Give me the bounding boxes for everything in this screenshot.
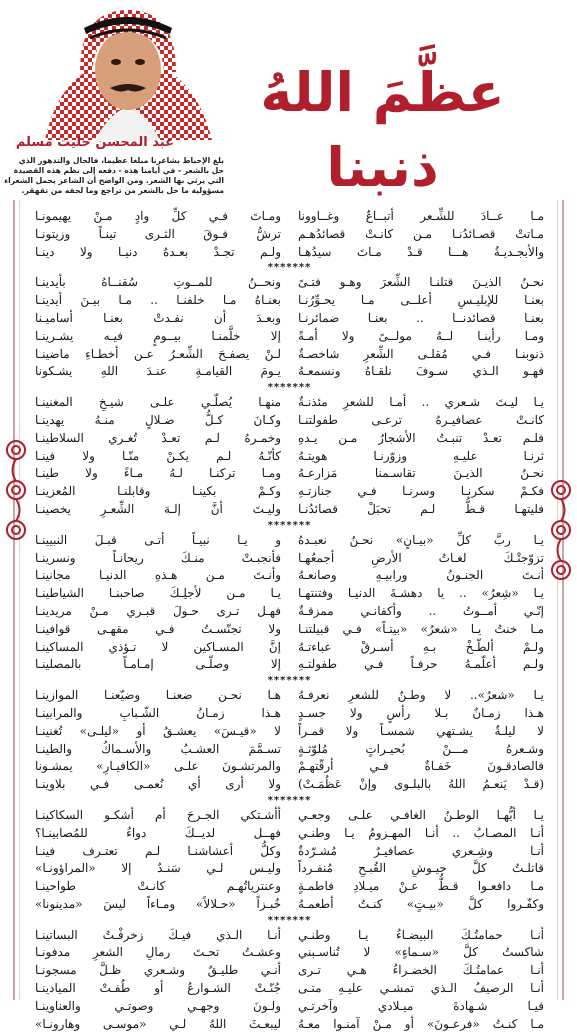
verse-first-hemistich: فالصادقـونَ خَفـاةٌ فـي أرقّتهـمْ [298,759,544,774]
right-ornament-icon [546,470,576,590]
verse-first-hemistich: فليتهـا قـطُّ لـم تحبَلْ قصائدُنـا [298,501,544,516]
verse-first-hemistich: لا ليلـةٌ يشـتهي شمسـاً ولا قمـراً [298,723,544,738]
verse-first-hemistich: نحـنُ الذيـنَ تقاسـمنا مَزارعـهُ [298,466,544,481]
verse-line [35,843,544,861]
verse-line [35,412,544,430]
verse-line [35,878,544,896]
verse-first-hemistich: أنـا المصـابُ .. أنـا المهـزومُ يـا وطنـي [298,825,544,840]
verse-second-hemistich: وعشـتُ تحـتَ رمالِ الشعرِ مدفونـا [35,945,281,960]
left-border-line-inner [19,200,20,1000]
verse-line [35,244,544,262]
verse-first-hemistich: (قـدْ يَنعـمُ اللهُ بالبلـوى وإنْ عَظُمَـتْ) [298,777,544,792]
verse-line [35,656,544,674]
article-header [0,0,577,205]
verse-first-hemistich: أنـا وشِـعري عصافيـرٌ مُشـرّدةٌ [298,843,544,858]
stanza [35,394,544,519]
verse-second-hemistich: يـومَ القيامـةِ عنـدَ اللهِ يشـكونا [35,364,281,379]
verse-first-hemistich: فكـمْ سكرنـا وسرنـا فـي جنازتـهِ [298,484,544,499]
verse-line [35,741,544,759]
verse-first-hemistich: فلـم تعـدْ تنبـتُ الأشجارُ مـن يـدهِ [298,430,544,445]
verse-line [35,585,544,603]
verse-first-hemistich: يـا ليـتَ شـعري .. أمـا للشعرِ مئذنـةٌ [298,395,544,410]
poet-name: عبد المحسن حليت مسلم [15,135,174,150]
verse-line [35,501,544,519]
verse-line [35,346,544,364]
verse-line [35,274,544,292]
verse-second-hemistich: وكـانَ كـلُّ ضـلالٍ منـهُ يهدينـا [35,412,281,427]
verse-line [35,394,544,412]
verse-line [35,226,544,244]
verse-line [35,705,544,723]
verse-line [35,448,544,466]
verse-second-hemistich: والمرتشـونَ علـى «الكافيـارِ» يمشـونا [35,759,281,774]
verse-second-hemistich: وعنترياتُهـم كانـتْ طواحينـا [35,879,281,894]
verse-first-hemistich: ولـم أعلّمـهُ حرفـاً فـي طفولتـهِ [298,657,544,672]
verse-second-hemistich: ومـاتَ فـي كلِّ وادٍ مـنْ يهيمونـا [35,209,281,223]
verse-first-hemistich: أنـا الرصيفُ الـذي تمشـي عليـهِ متـى [298,981,544,996]
verse-second-hemistich: ليبعـثَ اللهُ لـي «موسـى وهارونـا» [35,1016,281,1031]
verse-second-hemistich: يـا مـن لأجلِـكَ صاحبنـا الشياطينـا [35,586,281,601]
verse-first-hemistich: شاكستُ كلَّ «سـماءٍ» لا تُناسـبني [298,945,544,960]
verse-line [35,687,544,705]
verse-second-hemistich: و يـا نبيـاً أتـى قبـلَ النبيينـا [35,532,281,547]
verse-first-hemistich: ومـا رأينـا لــهُ مولــىً ولا أمـةً [298,328,544,343]
verse-first-hemistich: بعنـا قصائدنــا .. بعنـا ضمائرنـا [298,310,544,325]
verse-first-hemistich: تزوّجتْـكَ لغـاتُ الأرضِ أجمعُهـا [298,550,544,565]
verse-line [35,310,544,328]
verse-second-hemistich: وليـس لـي سَنـدٌ إلا «المراؤونـا» [35,861,281,876]
verse-first-hemistich: ولـمْ ألطّـخْ بـهِ أسـرقْ عباءتـهُ [298,639,544,654]
left-border-line [13,200,15,1000]
verse-line [35,825,544,843]
verse-line [35,292,544,310]
verse-first-hemistich: هـذا زمـانٌ بـلا رأسٍ ولا جسـدٍ [298,705,544,720]
verse-second-hemistich: أنـا الـذي فيـكَ زخرفْـتُ البساتينـا [35,927,281,942]
verse-second-hemistich: ومـا تركنـا لـهُ مـاءً ولا طينـا [35,466,281,481]
verse-first-hemistich: يـا «شِعرُ» .. يا دهشـةَ الدنيـا وفتنتهـا [298,586,544,601]
verse-first-hemistich: ثرنـا عليـهِ وزوّرنـا هويتـهُ [298,448,544,463]
stanza [35,532,544,674]
verse-first-hemistich: يـا ربَّ كلِّ «بيـانٍ» نحـنُ نعبـدهُ [298,532,544,547]
verse-second-hemistich: بعنـاهُ مـا خلفنـا .. مـا بيـنَ أيدينـا [35,293,281,308]
verse-line [35,550,544,568]
verse-second-hemistich: وكلُّ أعشاشنـا لـم تعتـرف فينـا [35,843,281,858]
stanza [35,274,544,381]
verse-line [35,465,544,483]
verse-first-hemistich: إنّـي أمــوتُ .. وأكفانـي ممزقـةٌ [298,603,544,618]
verse-second-hemistich: أنـي طليـقٌ وشـعري ظـلَّ مسجونـا [35,963,281,978]
verse-line [35,363,544,381]
verse-second-hemistich: ونحــنُ للمــوتِ سُقنــاهُ بأيدينـا [35,275,281,290]
verse-second-hemistich: إلا وصلّـى إمـامـاً بالمصلينـا [35,657,281,672]
verse-second-hemistich: ترشُّ فـوقَ الثـرى تينـاً وزيتونـا [35,226,281,241]
verse-line [35,532,544,550]
verse-line [35,430,544,448]
stanza [35,687,544,794]
verse-second-hemistich: وليـتَ أنَّ إلـهَ الشِّعـرِ يخصينـا [35,501,281,516]
verse-second-hemistich: إلا خلَّمنـا بيــومٍ فيـه يشـرينـا [35,328,281,343]
stanza-separator: ******* [267,794,312,806]
verse-first-hemistich: يـا أيُّهـا الوطـنُ الغافـي علـى وجعـي [298,807,544,822]
stanza-separator: ******* [267,262,312,274]
verse-line [35,927,544,945]
verse-first-hemistich: وكفّـروا كلَّ «بيـتٍ» كنـتُ أطعمـهُ [298,896,544,911]
right-border-line-inner [557,200,558,1000]
verse-first-hemistich: مـاتتْ قصـائدُنـا مـن كانـتْ قصائدُهـم [298,226,544,241]
article-title: عظَّمَ اللهُ ذنبنا [260,61,505,199]
verse-line [35,896,544,914]
verse-first-hemistich: أنـتَ الجنـونُ ورابيـهِ وصانعـهُ [298,568,544,583]
verse-second-hemistich: ولا أرى أي نُعمـى فـي بلاوينـا [35,777,281,792]
stanza [35,927,544,1033]
verse-second-hemistich: إنَّ المسـاكين لا تـؤذي المساكينـا [35,639,281,654]
verse-second-hemistich: منهـا يُصلّـي علـى شيـخِ المغنينـا [35,395,281,410]
verse-line [35,860,544,878]
verse-second-hemistich: خُبـزاً «حـلالاً» ومـاءاً ليسَ «مدينونا» [35,896,281,911]
verse-second-hemistich: هـا نحـن ضعنـا وضيّعنـا الموازينـا [35,688,281,703]
verse-line [35,328,544,346]
stanza-separator: ******* [267,519,312,531]
poet-portrait [40,2,215,140]
verse-line [35,483,544,501]
verse-line [35,603,544,621]
verse-first-hemistich: نحـنُ الذيـنَ قتلنـا الشِّعرَ وهـو فتـىً [298,275,544,290]
verse-line [35,758,544,776]
verse-first-hemistich: بعنـا للإبليـسِ أعلــى مـا يحـوِّرُنـا [298,293,544,308]
verse-first-hemistich: يـا «شعرُ».. لا وطـنٌ للشعرِ نعرفـهُ [298,688,544,703]
stanza-separator: ******* [267,675,312,687]
verse-second-hemistich: لـنْ يصفـحَ الشِّعـرُ عـن أخطـاءِ ماضينـا [35,346,281,361]
verse-first-hemistich: وشـعرهُ مـــنْ بُحيـراتٍ مُلوّثـةٍ [298,741,544,756]
verse-first-hemistich: ذنوبنـا فـي مُقلـى الشِّعرِ شاخصـةٌ [298,346,544,361]
verse-second-hemistich: وخمـرهُ لـم تعـدْ تُغـري السلاطينـا [35,430,281,445]
verse-second-hemistich: وكـمْ بكينـا وقابلنـا المُعزينـا [35,484,281,499]
stanza [35,807,544,914]
verse-first-hemistich: أنـا عمامتُـكَ الخضـراءُ هـي تـرى [298,963,544,978]
verse-line [35,944,544,962]
verse-line [35,567,544,585]
verse-second-hemistich: وأنـتَ مـن هـذهِ الدنيـا مجانينـا [35,568,281,583]
verse-second-hemistich: فأنجبـتْ منـكَ ريحانـاً ونسرينـا [35,550,281,565]
verse-first-hemistich: كانـتْ عصافيـرهُ ترعـى طفولتنـا [298,412,544,427]
verse-first-hemistich: مـا عــادَ للشِّـعر أتبــاعٌ وغــاوونا [298,209,544,223]
verse-second-hemistich: تسـمَّمَ العشـبُ والأسـماكُ والطينـا [35,741,281,756]
verse-second-hemistich: لا «قيـسَ» يعشـقُ أو «ليلـى» تُغنينـا [35,723,281,738]
verse-line [35,723,544,741]
verse-first-hemistich: فيـا شـهادةَ ميـلادي وآخرتـي [298,998,544,1013]
verse-second-hemistich: وبعـدَ أن نفـدتْ بعنـا أساميـنا [35,310,281,325]
verse-second-hemistich: ولـونَ وجهـي وصوتـي والعناوينـا [35,998,281,1013]
verse-line [35,998,544,1016]
verse-second-hemistich: ولـم تجـدْ بعـدهُ دنيـا ولا دينـا [35,244,281,259]
verse-first-hemistich: مـا خنتُ يـا «شعرُ» «بيتـاً» فـي قبيلتنـا [298,621,544,636]
verse-line [35,208,544,226]
verse-line [35,980,544,998]
poem-body [35,208,544,1033]
verse-first-hemistich: أنـا حمامتُـكَ البيضـاءُ يـا وطنـي [298,927,544,942]
verse-line [35,962,544,980]
verse-line [35,639,544,657]
intro-paragraph: بلغ الإحباط بشاعرنا مبلغا عظيما، فالحال والتدهور الذي حل بالشعر - في أيامنا هذه - دفعه إلى نظم هذه القصيدة التي يرثي بها الشعر. ومن الواضح أن الشاعر يحمل الشعراء مسؤولية ما حل بالشعر من تراجع وما لحقه من تقهقر. [4,156,224,195]
verse-first-hemistich: والأبجـديـةُ هـــا قـدْ مـاتَ سيدُهـا [298,244,544,259]
verse-second-hemistich: أأشـتكي الجـرحَ أم أشكـو السكاكينـا [35,807,281,822]
right-border-line [562,200,564,1000]
stanza-separator: ******* [267,382,312,394]
verse-second-hemistich: كأنّـهُ لـم يكـنْ منّـا ولا فينـا [35,448,281,463]
verse-second-hemistich: فهـل تـرى حـولَ قبـري مـنْ مريدينـا [35,603,281,618]
verse-line [35,1016,544,1033]
verse-second-hemistich: جُنّـتْ الشـوارعُ أو طُفـتْ الميادينـا [35,981,281,996]
verse-second-hemistich: فهــل لديــكَ دواءُ للمُصابينـا؟ [35,825,281,840]
verse-second-hemistich: هـذا زمـانُ الشّـبابِ والمرابينـا [35,705,281,720]
stanza-separator: ******* [267,914,312,926]
verse-first-hemistich: مـا كنـتُ «فرعـونَ» أو مـنْ آمنـوا معـهُ [298,1016,544,1031]
verse-first-hemistich: مـا دافعـوا قـطُّ عـنْ ميـلادِ فاطمـةٍ [298,879,544,894]
verse-second-hemistich: ولا تجنّسـتُ فـي مقهـى قوافينـا [35,621,281,636]
left-ornament-icon [1,430,31,550]
verse-line [35,776,544,794]
verse-first-hemistich: قاتلـتُ كلَّ جيـوشِ القُبـحِ مُنفـرداً [298,861,544,876]
stanza [35,208,544,261]
verse-line [35,807,544,825]
verse-line [35,621,544,639]
verse-first-hemistich: فهـو الـذي سـوفَ نلقـاهُ ونسمعـهُ [298,364,544,379]
